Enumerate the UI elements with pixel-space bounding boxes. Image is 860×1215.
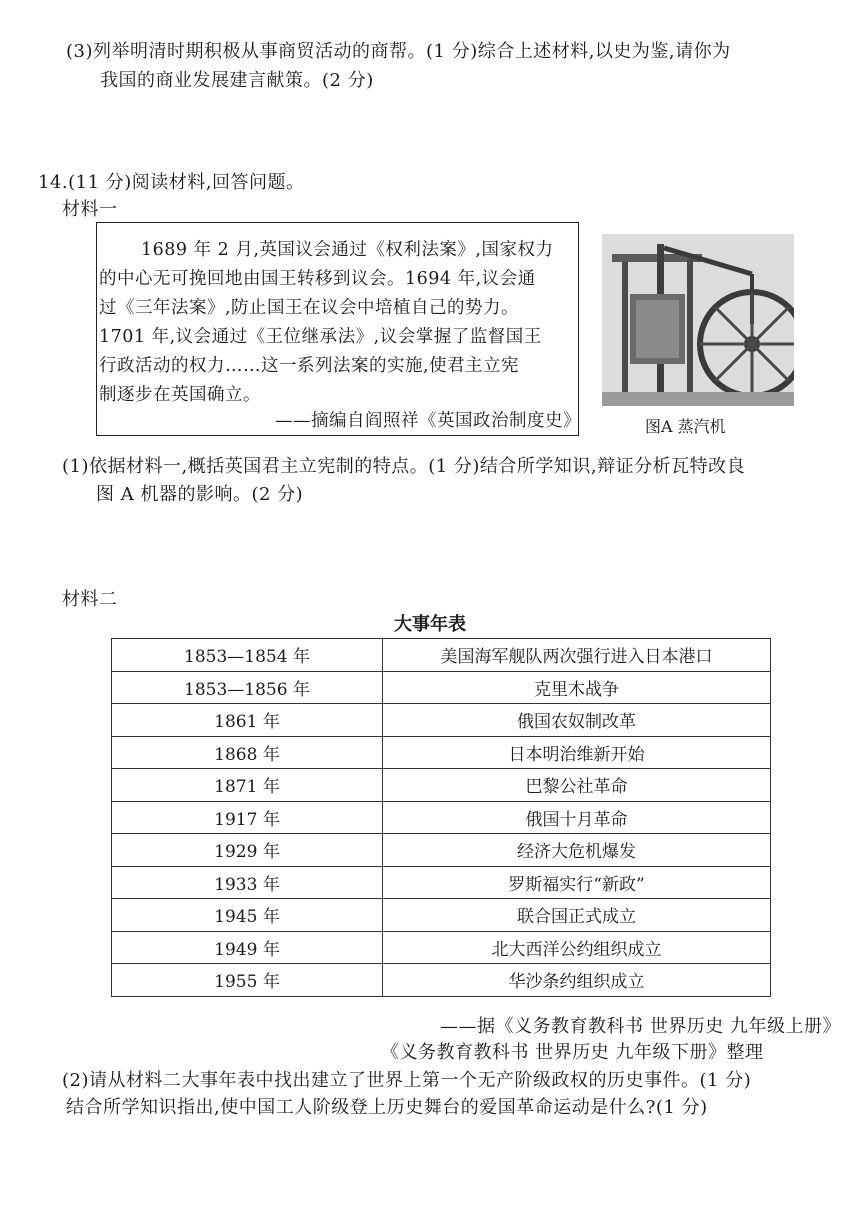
event-description: 华沙条约组织成立 bbox=[383, 964, 771, 997]
table-source-line-2: 《义务教育教科书 世界历史 九年级下册》整理 bbox=[381, 1042, 764, 1063]
table-row bbox=[112, 704, 771, 737]
steam-engine-image bbox=[602, 234, 794, 406]
timeline-table bbox=[111, 638, 771, 997]
sub-question-2-line-2: 结合所学知识指出,使中国工人阶级登上历史舞台的爱国革命运动是什么?(1 分) bbox=[66, 1097, 708, 1118]
event-description: 日本明治维新开始 bbox=[383, 736, 771, 769]
event-description: 经济大危机爆发 bbox=[383, 834, 771, 867]
table-row bbox=[112, 866, 771, 899]
sub-question-1-line-2: 图 A 机器的影响。(2 分) bbox=[96, 484, 304, 505]
event-description: 俄国农奴制改革 bbox=[383, 704, 771, 737]
table-row bbox=[112, 964, 771, 997]
event-year: 1868 年 bbox=[112, 736, 383, 769]
material-1-line-5: 行政活动的权力……这一系列法案的实施,使君主立宪 bbox=[99, 356, 520, 376]
event-description: 罗斯福实行“新政” bbox=[383, 866, 771, 899]
event-year: 1945 年 bbox=[112, 899, 383, 932]
event-description: 克里木战争 bbox=[383, 671, 771, 704]
table-source-line-1: ——据《义务教育教科书 世界历史 九年级上册》 bbox=[440, 1016, 841, 1037]
material-1-source: ——摘编自阎照祥《英国政治制度史》 bbox=[275, 411, 581, 431]
table-row bbox=[112, 931, 771, 964]
table-row bbox=[112, 834, 771, 867]
material-1-label: 材料一 bbox=[62, 199, 118, 220]
q13-3-line-2: 我国的商业发展建言献策。(2 分) bbox=[100, 70, 374, 91]
table-row bbox=[112, 769, 771, 802]
event-description: 俄国十月革命 bbox=[383, 801, 771, 834]
event-year: 1933 年 bbox=[112, 866, 383, 899]
sub-question-2-line-1: (2)请从材料二大事年表中找出建立了世界上第一个无产阶级政权的历史事件。(1 分) bbox=[62, 1070, 752, 1091]
event-year: 1853—1854 年 bbox=[112, 639, 383, 672]
event-description: 巴黎公社革命 bbox=[383, 769, 771, 802]
event-description: 北大西洋公约组织成立 bbox=[383, 931, 771, 964]
table-row bbox=[112, 801, 771, 834]
event-year: 1955 年 bbox=[112, 964, 383, 997]
material-2-label: 材料二 bbox=[62, 589, 118, 610]
material-1-line-4: 1701 年,议会通过《王位继承法》,议会掌握了监督国王 bbox=[99, 327, 542, 347]
event-year: 1949 年 bbox=[112, 931, 383, 964]
table-row bbox=[112, 899, 771, 932]
material-1-line-6: 制逐步在英国确立。 bbox=[99, 385, 261, 405]
material-1-box bbox=[96, 222, 579, 436]
figure-a-caption: 图A 蒸汽机 bbox=[645, 417, 726, 436]
q13-3-line-1: (3)列举明清时期积极从事商贸活动的商帮。(1 分)综合上述材料,以史为鉴,请你为 bbox=[66, 41, 731, 62]
material-1-line-2: 的中心无可挽回地由国王转移到议会。1694 年,议会通 bbox=[99, 269, 536, 289]
question-14-header: 14.(11 分)阅读材料,回答问题。 bbox=[38, 172, 305, 193]
sub-question-1-line-1: (1)依据材料一,概括英国君主立宪制的特点。(1 分)结合所学知识,辩证分析瓦特改良 bbox=[62, 456, 746, 477]
table-row bbox=[112, 736, 771, 769]
event-year: 1929 年 bbox=[112, 834, 383, 867]
timeline-table-title: 大事年表 bbox=[394, 614, 466, 635]
event-year: 1917 年 bbox=[112, 801, 383, 834]
event-description: 联合国正式成立 bbox=[383, 899, 771, 932]
event-year: 1861 年 bbox=[112, 704, 383, 737]
event-year: 1871 年 bbox=[112, 769, 383, 802]
table-row bbox=[112, 671, 771, 704]
event-description: 美国海军舰队两次强行进入日本港口 bbox=[383, 639, 771, 672]
material-1-line-1: 1689 年 2 月,英国议会通过《权利法案》,国家权力 bbox=[141, 240, 554, 260]
table-row bbox=[112, 639, 771, 672]
event-year: 1853—1856 年 bbox=[112, 671, 383, 704]
material-1-line-3: 过《三年法案》,防止国王在议会中培植自己的势力。 bbox=[99, 298, 520, 318]
